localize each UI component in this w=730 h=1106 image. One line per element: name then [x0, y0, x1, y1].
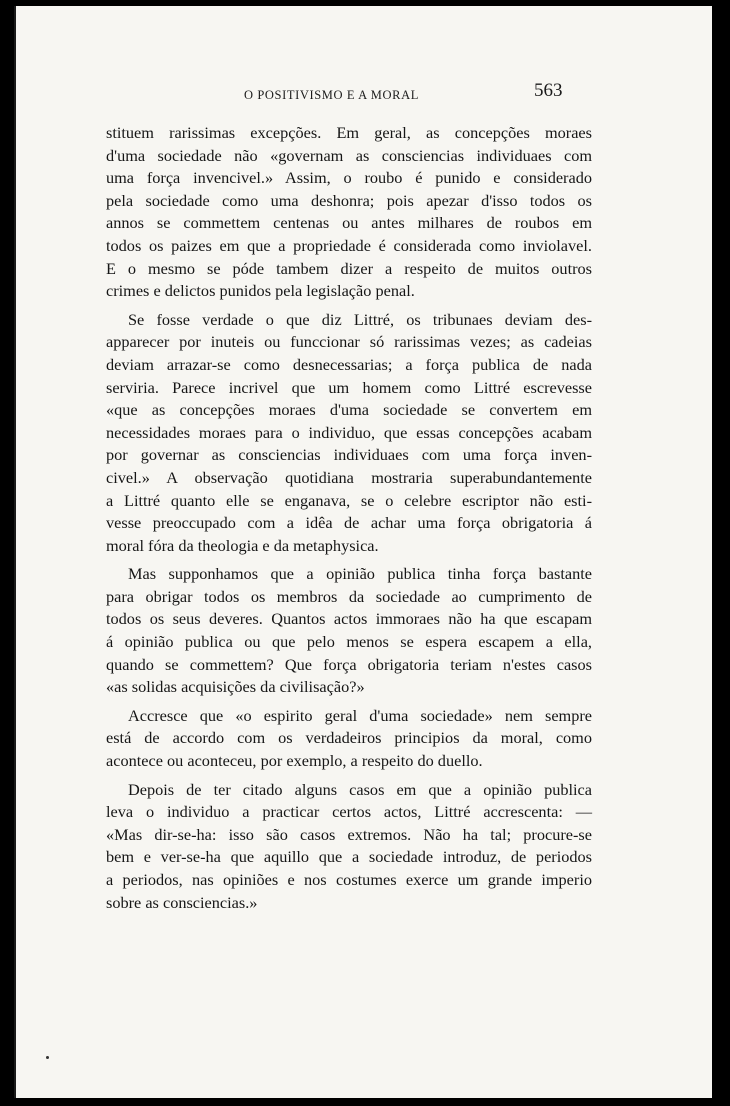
text-line: E o mesmo se póde tambem dizer a respeito de muitos outros [106, 258, 592, 278]
paragraph-2 [106, 309, 592, 558]
body-text [106, 122, 592, 914]
text-line: crimes e delictos punidos pela legislação penal. [106, 281, 415, 301]
text-line: deviam arrazar-se como desnecessarias; a força publica de nada [106, 354, 592, 374]
text-line: necessidades moraes para o individuo, que essas concepções acabam [106, 422, 592, 442]
text-line: annos se commettem centenas ou antes milhares de roubos em [106, 213, 592, 233]
text-line: vesse preoccupado com a idêa de achar uma força obrigatoria á [106, 513, 592, 533]
text-line: Mas supponhamos que a opinião publica tinha força bastante [128, 564, 592, 584]
text-line: stituem rarissimas excepções. Em geral, as concepções moraes [106, 123, 592, 142]
paragraph-1 [106, 122, 592, 303]
paragraph-4 [106, 705, 592, 773]
paragraph-3 [106, 563, 592, 699]
text-line: está de accordo com os verdadeiros principios da moral, como [106, 728, 592, 748]
paragraph-5 [106, 779, 592, 915]
text-line: por governar as consciencias individuaes com uma força inven- [106, 445, 592, 465]
text-line: Se fosse verdade o que diz Littré, os tribunaes deviam des- [128, 309, 592, 329]
text-line: «as solidas acquisições da civilisação?» [106, 677, 365, 697]
text-line: d'uma sociedade não «governam as consciencias individuaes com [106, 145, 592, 165]
text-line: uma força invencivel.» Assim, o roubo é punido e considerado [106, 168, 592, 188]
text-line: civel.» A observação quotidiana mostraria superabundantemente [106, 467, 592, 487]
book-page [14, 6, 712, 1098]
text-line: Depois de ter citado alguns casos em que a opinião publica [128, 779, 592, 799]
text-line: a periodos, nas opiniões e nos costumes exerce um grande imperio [106, 870, 592, 889]
text-line: leva o individuo a practicar certos actos, Littré accrescenta: — [106, 802, 592, 822]
text-line: apparecer por inuteis ou funccionar só rarissimas vezes; as cadeias [106, 332, 592, 352]
page-number: 563 [534, 80, 563, 101]
text-line: todos os seus deveres. Quantos actos immoraes não ha que escapam [106, 609, 592, 629]
text-line: quando se commettem? Que força obrigatoria teriam n'estes casos [106, 654, 592, 674]
text-line: á opinião publica ou que pelo menos se espera escapem a ella, [106, 632, 592, 652]
text-line: serviria. Parece incrivel que um homem como Littré escrevesse [106, 377, 592, 397]
text-line: Accresce que «o espirito geral d'uma sociedade» nem sempre [128, 705, 592, 725]
text-line: «que as concepções moraes d'uma sociedade se convertem em [106, 400, 592, 420]
text-line: acontece ou aconteceu, por exemplo, a respeito do duello. [106, 751, 483, 771]
text-line: para obrigar todos os membros da sociedade ao cumprimento de [106, 586, 592, 606]
text-line: «Mas dir-se-ha: isso são casos extremos. Não ha tal; procure-se [106, 824, 592, 844]
text-line: pela sociedade como uma deshonra; pois apezar d'isso todos os [106, 190, 592, 210]
page-header [16, 78, 714, 108]
text-line: moral fóra da theologia e da metaphysica. [106, 535, 379, 555]
text-line: a Littré quanto elle se enganava, se o celebre escriptor não esti- [106, 490, 592, 510]
ink-speck [46, 1056, 49, 1059]
running-title: O POSITIVISMO E A MORAL [244, 88, 419, 102]
text-line: sobre as consciencias.» [106, 892, 258, 912]
text-line: bem e ver-se-ha que aquillo que a sociedade introduz, de periodos [106, 847, 592, 867]
text-line: todos os paizes em que a propriedade é considerada como inviolavel. [106, 235, 592, 255]
